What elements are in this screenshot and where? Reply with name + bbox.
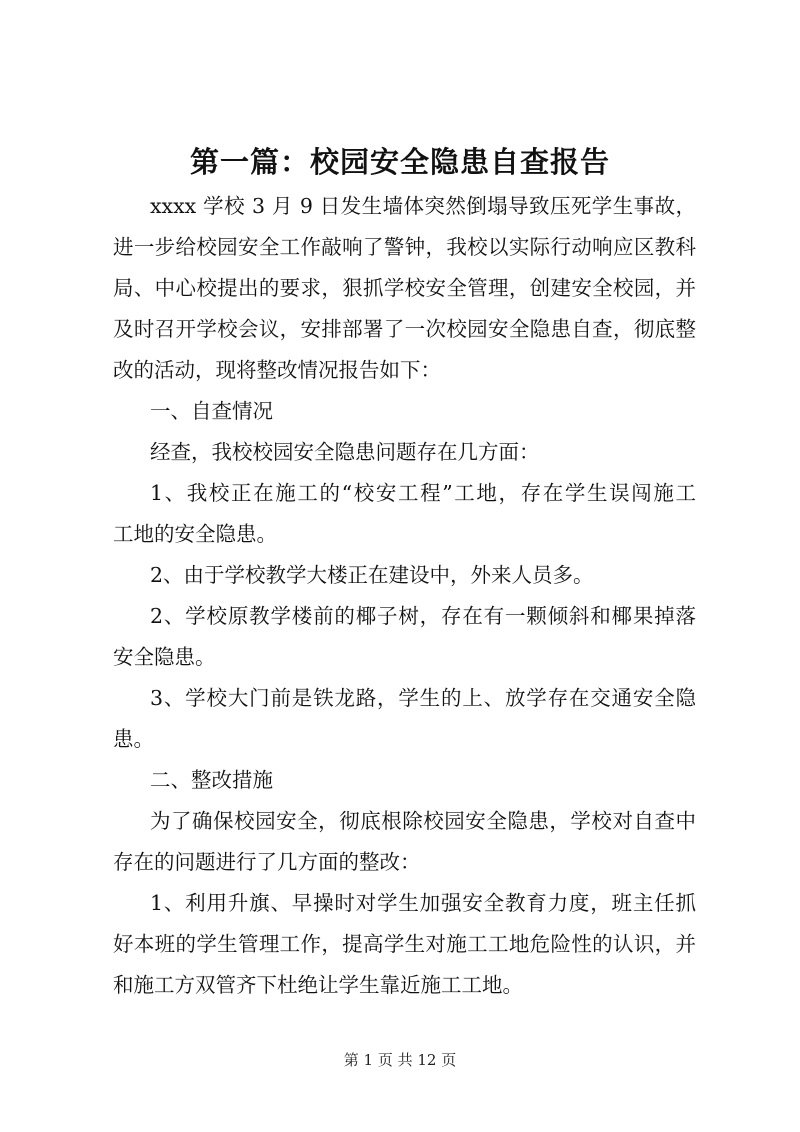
- list-item: 2、学校原教学楼前的椰子树，存在有一颗倾斜和椰果掉落: [150, 604, 696, 628]
- list-item-continuation: 工地的安全隐患。: [113, 522, 277, 546]
- list-item-continuation: 好本班的学生管理工作，提高学生对施工工地危险性的认识，并: [113, 932, 696, 956]
- document-body: [113, 186, 696, 1006]
- body-line: 局、中心校提出的要求，狠抓学校安全管理，创建安全校园，并: [113, 276, 696, 300]
- page-number-footer: 第 1 页 共 12 页: [343, 1051, 457, 1069]
- list-item: 2、由于学校教学大楼正在建设中，外来人员多。: [150, 563, 594, 587]
- list-item-continuation: 安全隐患。: [113, 645, 216, 669]
- list-item: 3、学校大门前是铁龙路，学生的上、放学存在交通安全隐: [150, 686, 696, 710]
- list-item-continuation: 患。: [113, 727, 154, 751]
- body-line: 改的活动，现将整改情况报告如下：: [113, 358, 441, 382]
- body-line: 经查，我校校园安全隐患问题存在几方面：: [150, 440, 540, 464]
- body-line: xxxx 学校 3 月 9 日发生墙体突然倒塌导致压死学生事故，: [150, 194, 696, 218]
- list-item: 1、利用升旗、早操时对学生加强安全教育力度，班主任抓: [150, 891, 696, 915]
- body-line: 为了确保校园安全，彻底根除校园安全隐患，学校对自查中: [150, 809, 696, 833]
- document-title: 第一篇：校园安全隐患自查报告: [189, 145, 610, 179]
- body-line: 及时召开学校会议，安排部署了一次校园安全隐患自查，彻底整: [113, 317, 696, 341]
- body-line: 进一步给校园安全工作敲响了警钟，我校以实际行动响应区教科: [113, 235, 696, 259]
- body-line: 存在的问题进行了几方面的整改：: [113, 850, 421, 874]
- section-heading-self-check: 一、自查情况: [150, 399, 273, 423]
- list-item-continuation: 和施工方双管齐下杜绝让学生靠近施工工地。: [113, 973, 523, 997]
- section-heading-rectification: 二、整改措施: [150, 768, 273, 792]
- list-item: 1、我校正在施工的“校安工程”工地，存在学生误闯施工: [150, 481, 696, 505]
